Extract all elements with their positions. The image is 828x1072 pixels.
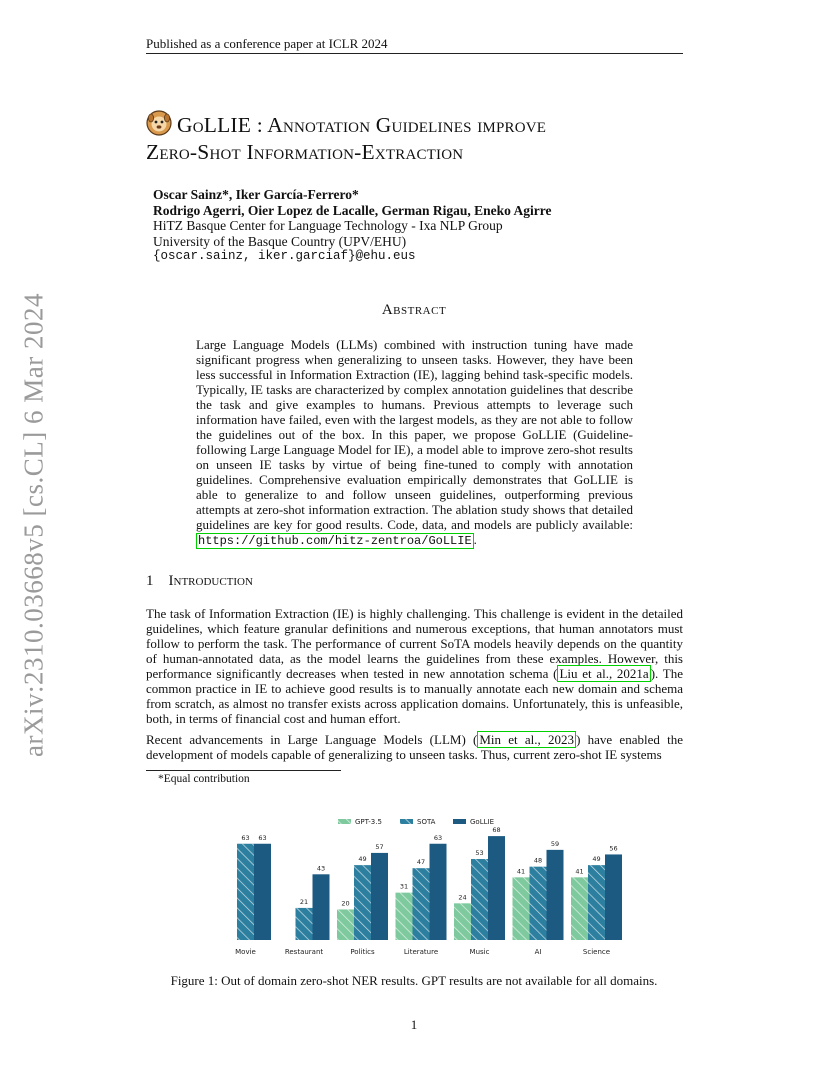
intro-text-1b: ). The common practice in IE to achieve good results is to manually annotate each new domain and schema from scratch, as almost no transfer exists across application domains. Unfortunately, this is unfeasible, both, in terms of financial cost and human effort. [146,666,683,726]
intro-text-2b: ) have enabled the development of models capable of generalizing to unseen tasks. Thus, current zero-shot IE systems [146,732,683,762]
section-number: 1 [146,573,154,589]
bar-hatch-restaurant-1 [296,908,313,940]
bar-hatch-science-1 [588,865,605,940]
title-line-1: GoLLIE : Annotation Guidelines improve [177,113,547,137]
bar-movie-2 [254,844,271,940]
bar-restaurant-2 [313,874,330,940]
authors-line-2: Rodrigo Agerri, Oier Lopez de Lacalle, German Rigau, Eneko Agirre [153,202,552,218]
category-label-science: Science [582,948,611,956]
arxiv-side-stamp [14,295,54,755]
github-link[interactable]: https://github.com/hitz-zentroa/GoLLIE [198,534,472,548]
legend-label-2: GoLLIE [470,818,494,826]
bar-ai-2 [547,850,564,940]
data-label-movie-1: 63 [241,833,250,842]
intro-text-1: The task of Information Extraction (IE) is highly challenging. This challenge is evident in the detailed guidelines, which feature granular definitions and numerous exceptions, that human annotators must follow to perform the task. The performance of current SoTA models heavily depends on the quantity of human-annotated data, as the model learns the guidelines from these examples. However, this performance significantly decreases when tested in new annotation schema ( [146,606,683,681]
abstract-heading: Abstract [381,302,447,318]
footnote: *Equal contribution [158,773,250,785]
category-label-ai: AI [534,948,542,956]
bar-politics-2 [371,853,388,940]
bar-science-2 [605,854,622,940]
category-label-music: Music [469,948,490,956]
bar-hatch-literature-0 [396,893,413,940]
category-label-restaurant: Restaurant [284,948,324,956]
data-label-science-1: 49 [592,855,601,864]
author-emails: {oscar.sainz, iker.garciaf}@ehu.eus [153,249,416,263]
data-label-movie-2: 63 [258,833,267,842]
section-title: Introduction [168,573,253,589]
legend-swatch-2 [453,819,466,824]
legend-label-1: SOTA [417,818,436,826]
footnote-rule [146,770,341,771]
data-label-restaurant-1: 21 [299,897,309,906]
data-label-ai-1: 48 [533,856,543,865]
bar-hatch-politics-1 [354,865,371,940]
paper-title [146,110,546,166]
bar-hatch-ai-0 [513,877,530,940]
intro-paragraph-2 [146,732,683,762]
running-header: Published as a conference paper at ICLR 2024 [146,36,388,51]
bar-hatch-politics-0 [337,909,354,940]
bar-hatch-music-0 [454,903,471,940]
data-label-music-0: 24 [458,893,467,902]
bar-music-2 [488,836,505,940]
intro-paragraph-1 [146,606,683,726]
bar-hatch-literature-1 [413,868,430,940]
page-number: 1 [410,1017,418,1032]
abstract-body: Large Language Models (LLMs) combined with instruction tuning have made significant progress when generalizing to unseen tasks. However, they have been less successful in Information Extraction (IE), lagging behind task-specific models. Typically, IE tasks are characterized by complex annotation guidelines that describe the task and give examples to humans. Previous attempts to leverage such information have failed, even with the largest models, as they are not able to follow the guidelines out of the box. In this paper, we propose GoLLIE (Guideline-following Large Language Model for IE), a model able to improve zero-shot results on unseen IE tasks by virtue of being fine-tuned to comply with annotation guidelines. Comprehensive evaluation empirically demonstrates that GoLLIE is able to generalize to and follow unseen guidelines, outperforming previous attempts at zero-shot information extraction. The ablation study shows that detailed guidelines are key for good results. Code, data, and models are publicly available: https://github.com/hitz-zentroa/GoLLIE . [196,337,633,548]
data-label-restaurant-2: 43 [316,864,326,873]
affiliation-1: HiTZ Basque Center for Language Technology - Ixa NLP Group [153,218,503,233]
bar-hatch-music-1 [471,859,488,940]
bar-hatch-science-0 [571,877,588,940]
data-label-politics-0: 20 [341,899,350,908]
data-label-politics-1: 49 [358,855,367,864]
citation-min[interactable]: Min et al., 2023 [479,732,575,747]
data-label-music-2: 68 [492,826,501,835]
intro-text-2a: Recent advancements in Large Language Models (LLM) ( [146,732,478,747]
header-rule [146,53,683,54]
legend-hatch-1 [400,819,413,824]
legend-hatch-0 [338,819,351,824]
bar-hatch-movie-1 [237,844,254,940]
citation-liu[interactable]: Liu et al., 2021a [559,666,649,681]
authors-line-1: Oscar Sainz*, Iker García-Ferrero* [153,187,359,202]
data-label-ai-2: 59 [550,839,560,848]
bar-hatch-ai-1 [530,867,547,940]
category-label-literature: Literature [403,948,439,956]
legend-label-0: GPT-3.5 [355,818,382,826]
arxiv-id: arXiv:2310.03668v5 [cs.CL] 6 Mar 2024 [18,293,49,757]
data-label-ai-0: 41 [516,867,526,876]
figure-caption: Figure 1: Out of domain zero-shot NER results. GPT results are not available for all domains. [170,973,658,988]
data-label-literature-0: 31 [399,882,409,891]
data-label-science-0: 41 [575,867,584,876]
author-block [153,187,551,265]
category-label-politics: Politics [350,948,375,956]
data-label-literature-1: 47 [416,858,426,867]
llama-logo-icon [146,110,172,136]
title-line-2: Zero-Shot Information-Extraction [146,140,464,164]
bar-literature-2 [430,844,447,940]
affiliation-2: University of the Basque Country (UPV/EHU) [153,233,407,249]
data-label-music-1: 53 [475,849,484,858]
data-label-science-2: 56 [609,844,618,853]
abstract-text: Large Language Models (LLMs) combined with instruction tuning have made significant progress when generalizing to unseen tasks. However, they have been less successful in Information Extraction (IE), lagging behind task-specific models. Typically, IE tasks are characterized by complex annotation guidelines that describe the task and give examples to humans. Previous attempts to leverage such information have failed, even with the largest models, as they are not able to follow the guidelines out of the box. In this paper, we propose GoLLIE (Guideline-following Large Language Model for IE), a model able to improve zero-shot results on unseen IE tasks by virtue of being fine-tuned to comply with annotation guidelines. Comprehensive evaluation empirically demonstrates that GoLLIE is able to generalize to and follow unseen guidelines, outperforming previous attempts at zero-shot information extraction. The ablation study shows that detailed guidelines are key for good results. Code, data, and models are publicly available: [196,337,633,532]
section-heading [146,573,253,590]
data-label-literature-2: 63 [433,833,443,842]
ner-bar-chart [210,812,630,962]
category-label-movie: Movie [235,948,256,956]
data-label-politics-2: 57 [375,842,384,851]
